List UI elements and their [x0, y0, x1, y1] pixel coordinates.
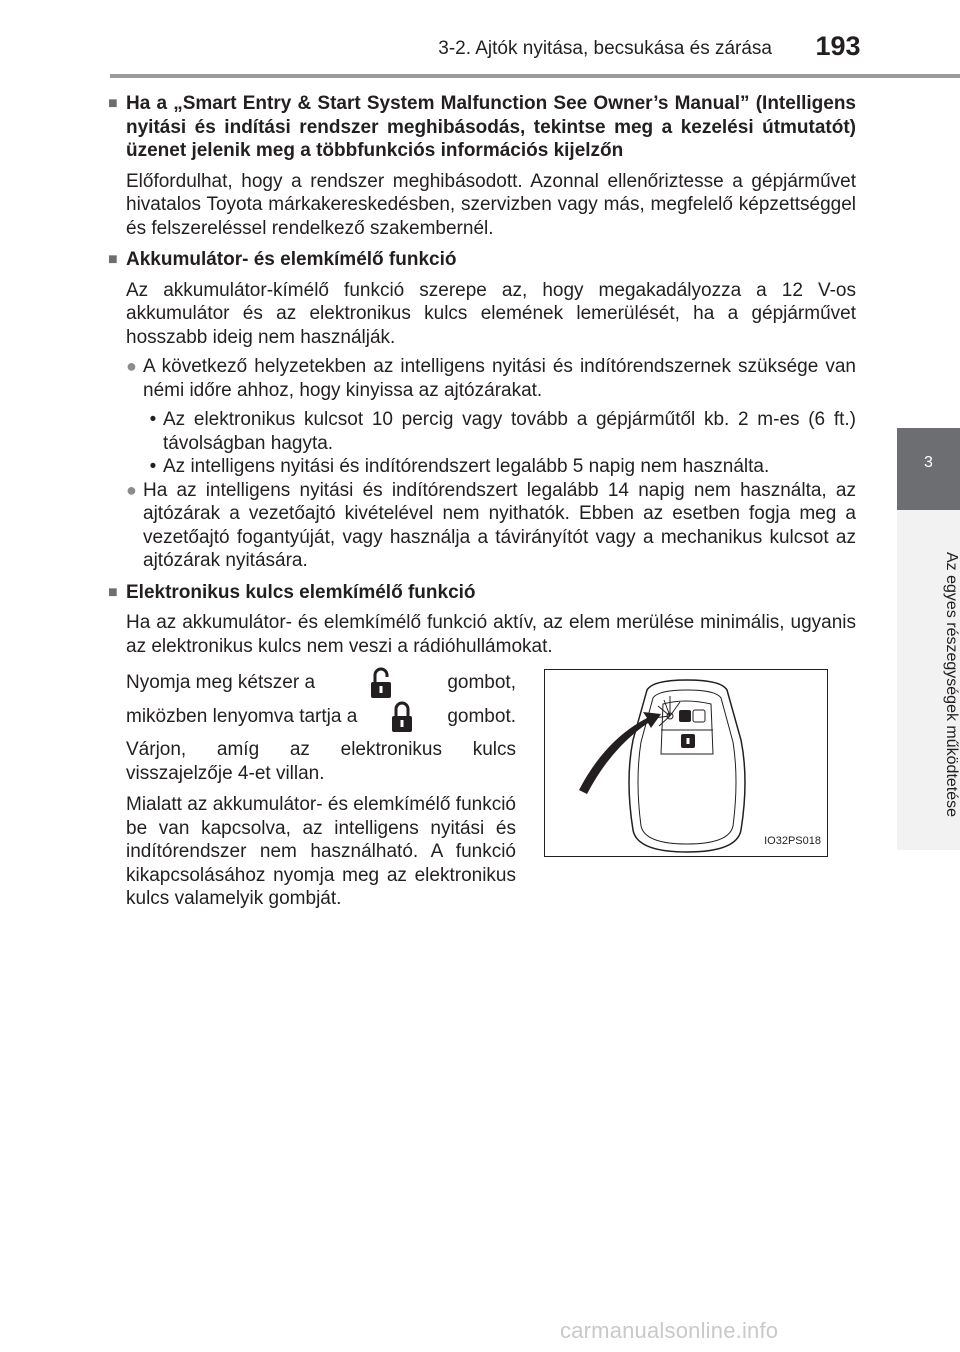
- key-fob-illustration: [544, 669, 828, 857]
- section-heading: ■ Elektronikus kulcs elemkímélő funkció: [108, 581, 476, 603]
- section-text: Az akkumulátor-kímélő funkció szerepe az, hogy megakadályozza a 12 V-os akkumulátor és az elektronikus kulcs elemének lemerülését, ha a gépjárművet hosszabb ideig nem használják.: [126, 279, 856, 348]
- square-bullet-icon: ■: [108, 583, 118, 601]
- circle-bullet-icon: ●: [126, 356, 137, 376]
- section-heading: ■ Akkumulátor- és elemkímélő funkció: [108, 249, 457, 270]
- chapter-tab: [897, 428, 960, 510]
- header-rule: [110, 74, 960, 78]
- lock-icon: [388, 700, 416, 734]
- chapter-number: 3: [924, 454, 933, 471]
- page-content: [108, 92, 856, 909]
- instruction-block: [126, 666, 856, 909]
- square-bullet-icon: ■: [108, 251, 118, 268]
- sub-list-item: • Az elektronikus kulcsot 10 percig vagy tovább a gépjárműtől kb. 2 m-es (6 ft.) távolságban hagyta.: [149, 409, 856, 454]
- circle-bullet-icon: ●: [126, 479, 137, 500]
- sub-list-item: • Az intelligens nyitási és indítórendszert legalább 5 napig nem használta.: [149, 456, 770, 477]
- watermark: carmanualsonline.info: [560, 1318, 779, 1343]
- chapter-label: Az egyes részegységek működtetése: [943, 552, 960, 818]
- running-header: 3-2. Ajtók nyitása, becsukása és zárása: [438, 38, 772, 59]
- section-heading: ■ Ha a „Smart Entry & Start System Malfunction See Owner’s Manual” (Intelligens nyitási és indítási rendszer meghibásodás, tekintse meg a kezelési útmutatót) üzenet jelenik meg a többfunkciós információs kijelzőn: [108, 93, 856, 161]
- figure-code: IO32PS018: [764, 834, 821, 847]
- unlock-icon: [367, 666, 395, 700]
- section-text: Előfordulhat, hogy a rendszer meghibásodott. Azonnal ellenőriztesse a gépjárművet hivatalos Toyota márkakereskedésben, szervizben vagy más, megfelelő képzettséggel és felszereléssel rendelkező szakembernél.: [126, 170, 856, 239]
- list-item: ● Ha az intelligens nyitási és indítórendszert legalább 14 napig nem használta, az ajtózárak a vezetőajtó kivételével nem nyithatók. Ebben az esetben fogja meg a vezetőajtó fogantyúját, vagy használja a távirányítót vagy a mechanikus kulcsot az ajtózárak nyitására.: [126, 479, 856, 571]
- square-bullet-icon: ■: [108, 95, 118, 112]
- page-number: 193: [815, 31, 861, 61]
- list-item: ● A következő helyzetekben az intelligens nyitási és indítórendszernek szüksége van némi időre ahhoz, hogy kinyissa az ajtózárakat.: [126, 356, 856, 401]
- instruction-text: Nyomja meg kétszer a gombot, miközben lenyomva tartja a gombot. Várjon, amíg az elektronikus kulcs visszajelzője 4-et villan. Mialatt az akkumulátor- és elemkímélő funkció be van kapcsolva, az intelligens nyitási és indítórendszer nem használható. A funkció kikapcsolásához nyomja meg az elektronikus kulcs valamelyik gombját.: [126, 666, 516, 911]
- section-text: Ha az akkumulátor- és elemkímélő funkció aktív, az elem merülése minimális, ugyanis az elektronikus kulcs nem veszi a rádióhullámokat.: [126, 612, 856, 657]
